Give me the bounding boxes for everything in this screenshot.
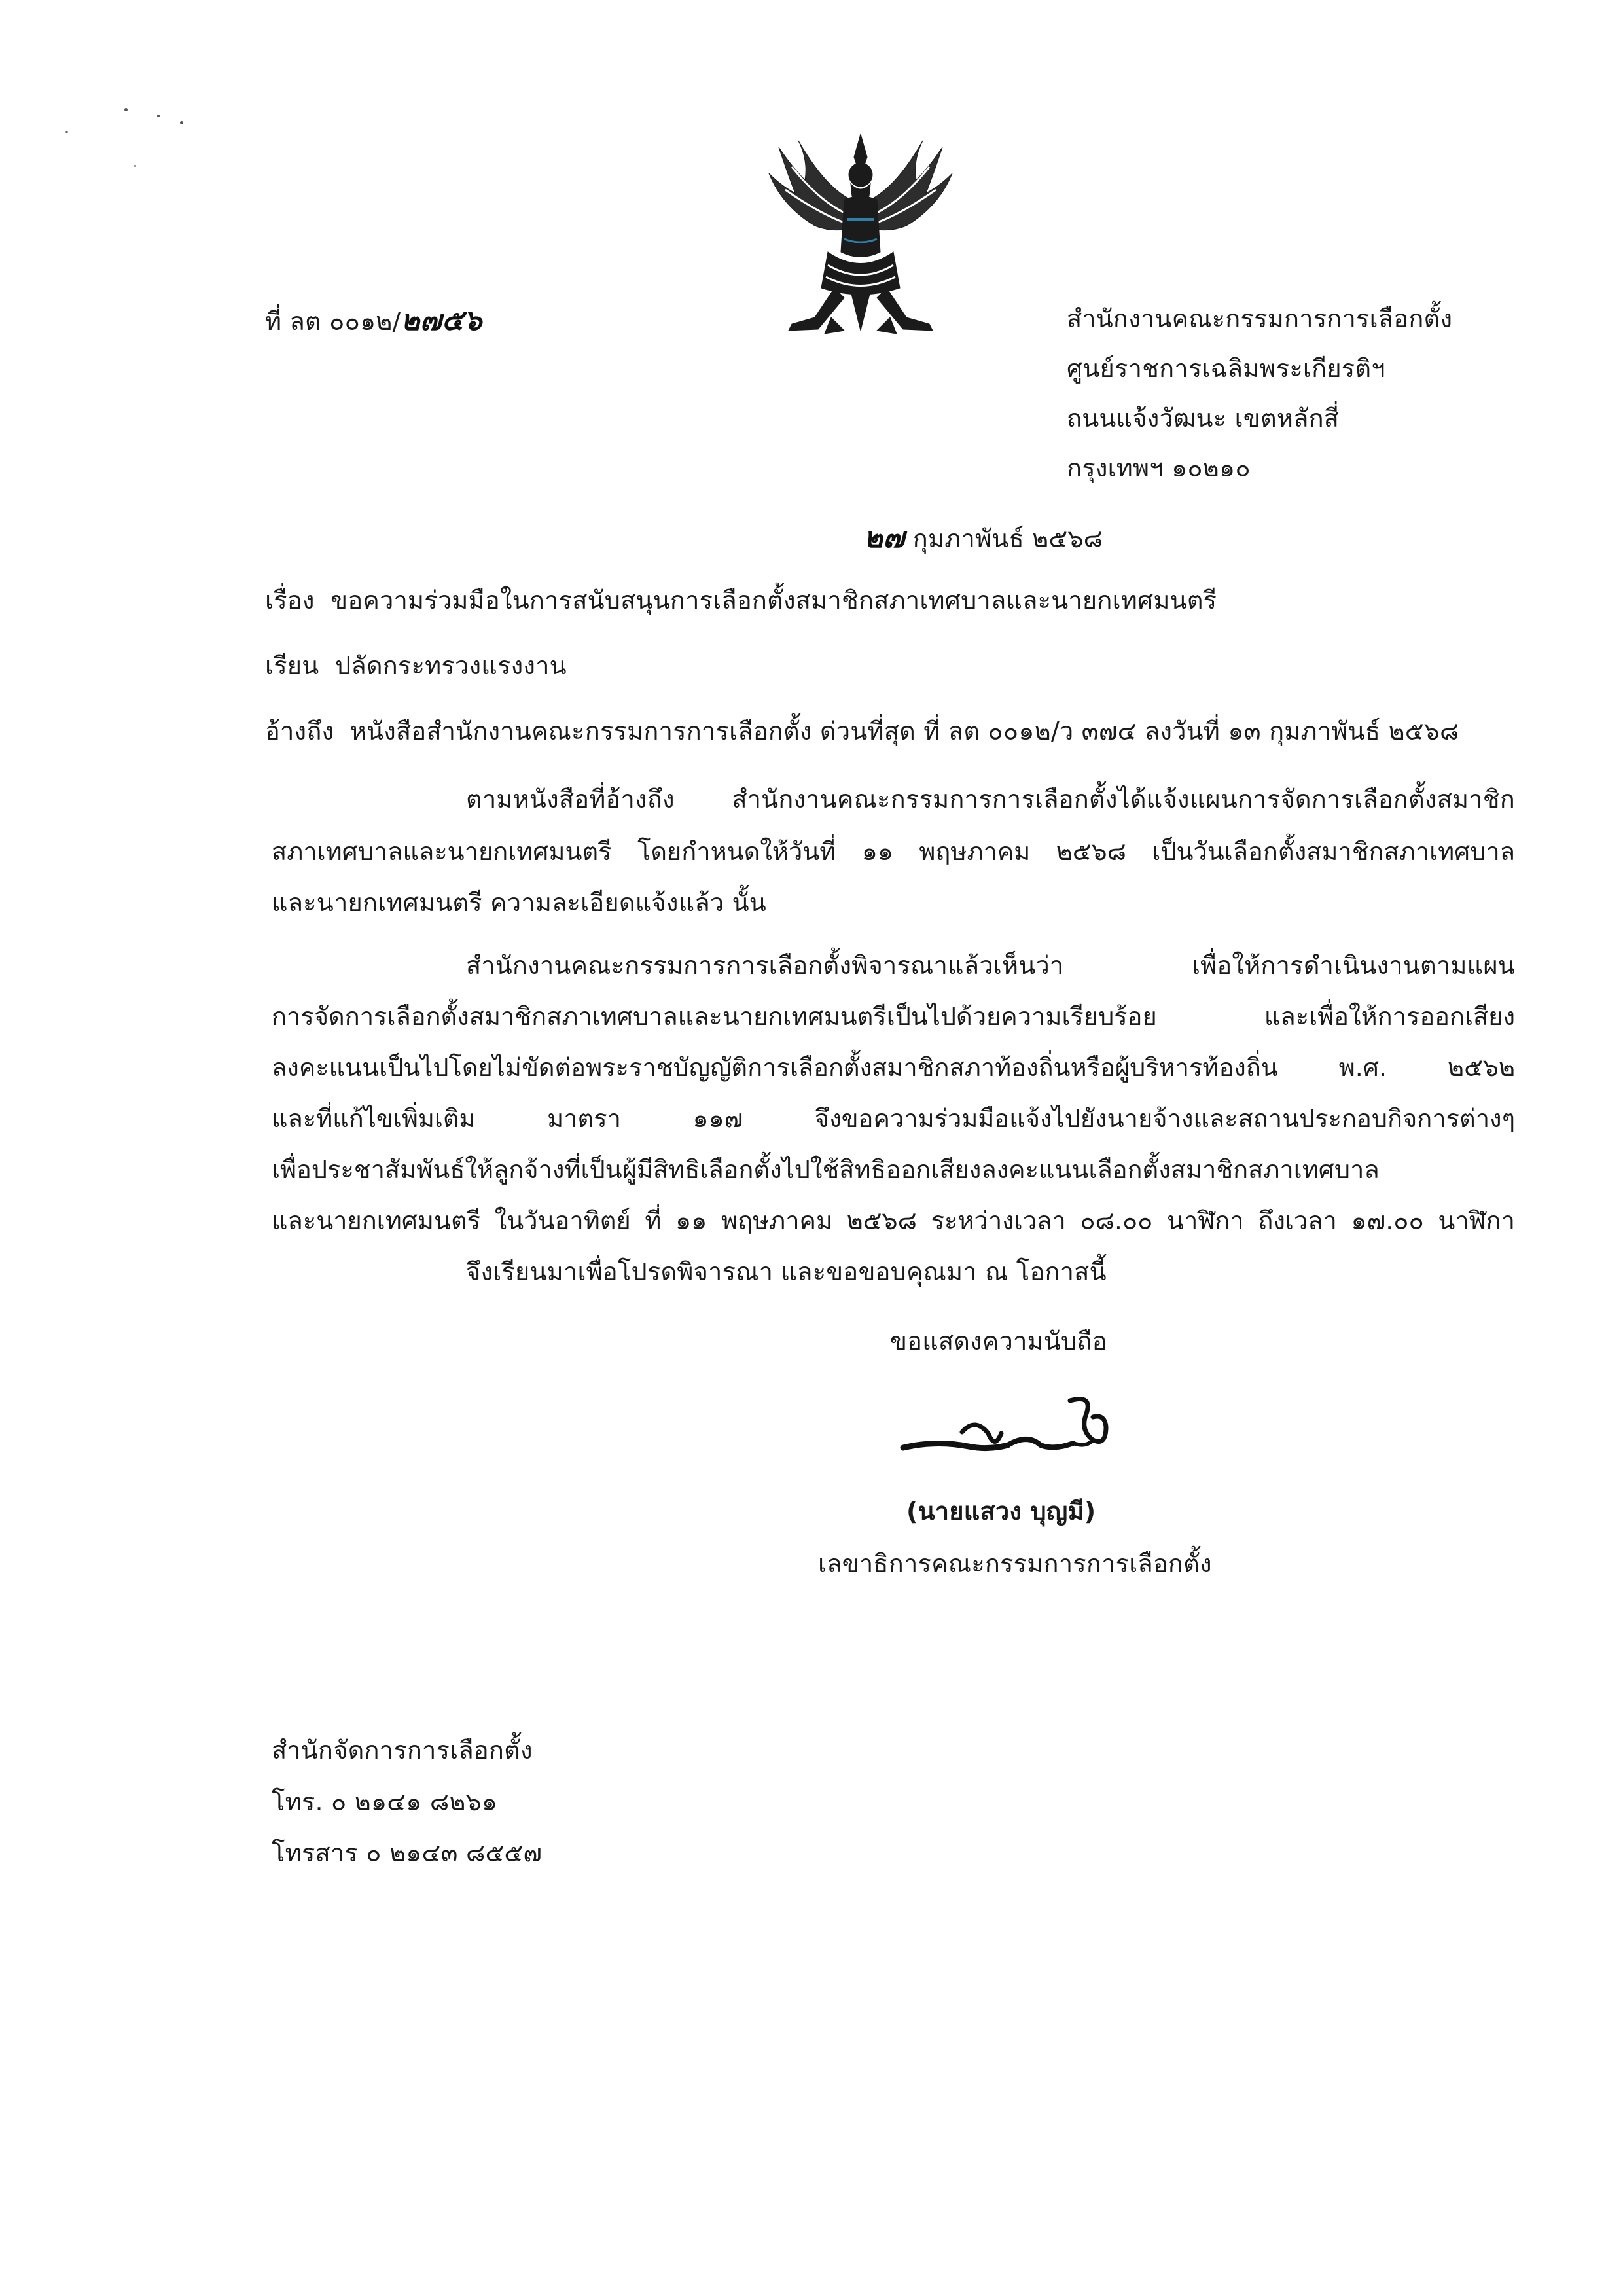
subject-label: เรื่อง	[265, 586, 315, 615]
sender-address-line: ถนนแจ้งวัฒนะ เขตหลักสี่	[1067, 404, 1340, 433]
footer-fax: โทรสาร ๐ ๒๑๔๓ ๘๕๕๗	[272, 1839, 543, 1867]
document-reference	[265, 306, 482, 335]
footer-office: สำนักจัดการการเลือกตั้ง	[272, 1736, 533, 1765]
scan-speck	[124, 108, 128, 111]
scan-speck	[65, 131, 68, 133]
paragraph2-line: ลงคะแนนเป็นไปโดยไม่ขัดต่อพระราชบัญญัติการเลือกตั้งสมาชิกสภาท้องถิ่นหรือผู้บริหารท้องถิ่น พ.ศ. ๒๕๖๒	[272, 1053, 1515, 1082]
sender-address-line: กรุงเทพฯ ๑๐๒๑๐	[1067, 454, 1251, 482]
date-handwritten-day: ๒๗	[864, 521, 905, 554]
subject-line	[265, 588, 1217, 613]
paragraph2-line: สำนักงานคณะกรรมการการเลือกตั้งพิจารณาแล้วเห็นว่า เพื่อให้การดำเนินงานตามแผน	[466, 951, 1515, 980]
subject-text: ขอความร่วมมือในการสนับสนุนการเลือกตั้งสมาชิกสภาเทศบาลและนายกเทศมนตรี	[330, 586, 1217, 615]
sender-address-line: ศูนย์ราชการเฉลิมพระเกียรติฯ	[1067, 354, 1385, 383]
reference-doc-line	[265, 719, 1459, 744]
paragraph2-line: และนายกเทศมนตรี ในวันอาทิตย์ ที่ ๑๑ พฤษภาคม ๒๕๖๘ ระหว่างเวลา ๐๘.๐๐ นาฬิกา ถึงเวลา ๑๗.๐๐ นาฬิกา	[272, 1206, 1515, 1235]
garuda-emblem-icon	[753, 121, 969, 344]
scan-speck	[180, 121, 183, 124]
signatory-name: (นายแสวง บุญมี)	[906, 1497, 1096, 1526]
closing-request: จึงเรียนมาเพื่อโปรดพิจารณา และขอขอบคุณมา ณ โอกาสนี้	[466, 1257, 1107, 1286]
paragraph1-line: สภาเทศบาลและนายกเทศมนตรี โดยกำหนดให้วันที่ ๑๑ พฤษภาคม ๒๕๖๘ เป็นวันเลือกตั้งสมาชิกสภาเทศบาล	[272, 837, 1515, 866]
paragraph2-line: เพื่อประชาสัมพันธ์ให้ลูกจ้างที่เป็นผู้มีสิทธิเลือกตั้งไปใช้สิทธิออกเสียงลงคะแนนเลือกตั้งสมาชิกสภาเทศบาล	[272, 1155, 1380, 1184]
sender-address-line: สำนักงานคณะกรรมการการเลือกตั้ง	[1067, 304, 1453, 333]
recipient-label: เรียน	[265, 651, 319, 680]
paragraph2-line: และที่แก้ไขเพิ่มเติม มาตรา ๑๑๗ จึงขอความร่วมมือแจ้งไปยังนายจ้างและสถานประกอบกิจการต่างๆ	[272, 1104, 1515, 1133]
reference-doc-text: หนังสือสำนักงานคณะกรรมการการเลือกตั้ง ด่วนที่สุด ที่ ลต ๐๐๑๒/ว ๓๗๔ ลงวันที่ ๑๓ กุมภาพันธ์ ๒๕๖๘	[349, 717, 1459, 745]
reference-doc-label: อ้างถึง	[265, 717, 334, 745]
paragraph1-line: ตามหนังสือที่อ้างถึง สำนักงานคณะกรรมการการเลือกตั้งได้แจ้งแผนการจัดการเลือกตั้งสมาชิก	[466, 785, 1515, 814]
scan-speck	[134, 165, 136, 167]
recipient-text: ปลัดกระทรวงแรงงาน	[335, 651, 567, 680]
scan-speck	[157, 115, 160, 117]
reference-prefix: ที่ ลต ๐๐๑๒/	[265, 307, 401, 336]
footer-phone: โทร. ๐ ๒๑๔๑ ๘๒๖๑	[272, 1787, 498, 1816]
paragraph1-line: และนายกเทศมนตรี ความละเอียดแจ้งแล้ว นั้น	[272, 888, 766, 917]
reference-handwritten-number: ๒๗๕๖	[401, 304, 482, 337]
salutation: ขอแสดงความนับถือ	[890, 1327, 1107, 1355]
signatory-position: เลขาธิการคณะกรรมการการเลือกตั้ง	[818, 1549, 1212, 1578]
recipient-line	[265, 653, 567, 678]
paragraph2-line: การจัดการเลือกตั้งสมาชิกสภาเทศบาลและนายกเทศมนตรีเป็นไปด้วยความเรียบร้อย และเพื่อให้การออกเสียง	[272, 1002, 1515, 1031]
handwritten-signature	[897, 1388, 1119, 1460]
date-month-year: กุมภาพันธ์ ๒๕๖๘	[912, 524, 1103, 553]
document-date	[864, 521, 1103, 554]
